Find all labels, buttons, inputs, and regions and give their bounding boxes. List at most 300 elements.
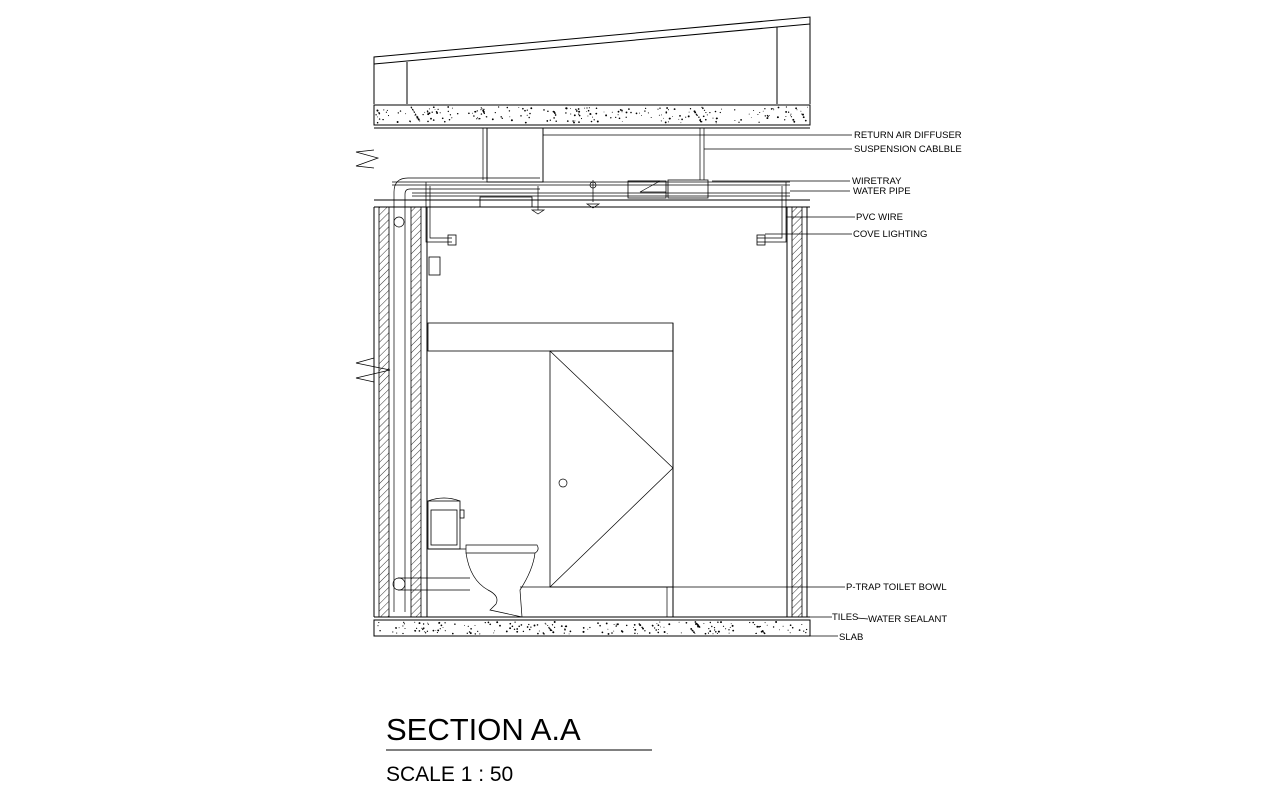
concrete-dot — [378, 622, 379, 623]
concrete-dot — [555, 114, 557, 116]
concrete-dot — [547, 625, 548, 626]
concrete-dot — [452, 633, 454, 635]
concrete-dot — [693, 631, 695, 633]
annotations — [832, 130, 962, 643]
concrete-dot — [661, 120, 662, 121]
concrete-dot — [527, 110, 528, 111]
concrete-dot — [481, 108, 482, 109]
concrete-dot — [468, 112, 470, 114]
concrete-dot — [792, 119, 794, 121]
concrete-dot — [444, 121, 446, 123]
concrete-dot — [769, 115, 770, 116]
concrete-dot — [534, 625, 536, 627]
concrete-dot — [648, 112, 649, 113]
concrete-dot — [784, 119, 785, 120]
concrete-dot — [667, 633, 668, 634]
concrete-dot — [527, 115, 528, 116]
concrete-dot — [659, 108, 660, 109]
concrete-dot — [619, 117, 621, 119]
concrete-dot — [400, 110, 401, 111]
concrete-dot — [564, 633, 565, 634]
concrete-dot — [413, 110, 414, 111]
concrete-dot — [575, 109, 576, 110]
concrete-dot — [752, 622, 754, 624]
concrete-dot — [690, 108, 691, 109]
concrete-dot — [679, 115, 681, 117]
concrete-dot — [805, 120, 807, 122]
concrete-dot — [555, 121, 556, 122]
ceiling-void — [374, 128, 810, 182]
concrete-dot — [678, 119, 679, 120]
concrete-dot — [716, 117, 718, 119]
concrete-dot — [528, 624, 529, 625]
concrete-dot — [427, 631, 428, 632]
concrete-dot — [415, 115, 416, 116]
concrete-dot — [792, 627, 794, 629]
concrete-dot — [450, 114, 451, 115]
concrete-dot — [411, 108, 412, 109]
concrete-dot — [514, 621, 515, 622]
concrete-dot — [587, 116, 588, 117]
concrete-dot — [620, 109, 622, 111]
concrete-dot — [489, 623, 491, 625]
concrete-dot — [656, 623, 657, 624]
concrete-dot — [488, 622, 490, 624]
concrete-dot — [777, 116, 779, 118]
concrete-dot — [658, 624, 660, 626]
concrete-dot — [509, 110, 510, 111]
concrete-dot — [565, 107, 567, 109]
concrete-dot — [583, 631, 585, 633]
concrete-dot — [561, 625, 563, 627]
concrete-dot — [674, 108, 676, 110]
concrete-dot — [522, 108, 524, 110]
concrete-dot — [440, 112, 441, 113]
concrete-dot — [652, 625, 654, 627]
concrete-dot — [668, 623, 670, 625]
concrete-dot — [756, 626, 758, 628]
concrete-dot — [759, 112, 760, 113]
concrete-dot — [665, 112, 667, 114]
concrete-dot — [586, 107, 587, 108]
concrete-dot — [615, 625, 616, 626]
concrete-dot — [786, 106, 787, 107]
concrete-dot — [388, 115, 389, 116]
concrete-dot — [732, 630, 734, 632]
concrete-dot — [543, 109, 545, 111]
concrete-dot — [483, 109, 484, 110]
concrete-dot — [587, 629, 588, 630]
concrete-dot — [506, 630, 508, 632]
concrete-dot — [474, 111, 475, 112]
concrete-dot — [651, 117, 652, 118]
concrete-dot — [805, 632, 806, 633]
concrete-dot — [709, 112, 710, 113]
concrete-dot — [552, 631, 554, 633]
concrete-dot — [416, 114, 417, 115]
concrete-dot — [493, 632, 494, 633]
concrete-dot — [717, 633, 718, 634]
concrete-dot — [773, 626, 774, 627]
concrete-dot — [547, 111, 549, 113]
concrete-dot — [573, 122, 575, 124]
concrete-dot — [695, 621, 697, 623]
concrete-dot — [738, 122, 739, 123]
concrete-dot — [679, 622, 680, 623]
concrete-dot — [578, 121, 580, 123]
concrete-dot — [659, 622, 660, 623]
concrete-dot — [663, 118, 664, 119]
concrete-dot — [592, 117, 593, 118]
concrete-dot — [483, 111, 485, 113]
concrete-dot — [581, 118, 582, 119]
concrete-dot — [765, 115, 766, 116]
concrete-dot — [760, 626, 761, 627]
concrete-dot — [437, 632, 438, 633]
concrete-dot — [429, 108, 430, 109]
concrete-dot — [410, 121, 411, 122]
concrete-dot — [807, 107, 808, 108]
concrete-dot — [785, 111, 787, 113]
concrete-dot — [579, 115, 581, 117]
concrete-dot — [767, 625, 768, 626]
concrete-dot — [654, 627, 655, 628]
leader-lines — [543, 135, 868, 636]
concrete-dot — [661, 114, 662, 115]
concrete-dot — [495, 112, 496, 113]
concrete-dot — [633, 627, 634, 628]
concrete-dot — [595, 113, 597, 115]
concrete-dot — [669, 118, 671, 120]
concrete-dot — [454, 623, 456, 625]
concrete-dot — [767, 116, 768, 117]
concrete-dot — [734, 109, 735, 110]
toilet-bowl — [393, 498, 673, 617]
concrete-dot — [448, 111, 449, 112]
concrete-dot — [445, 630, 446, 631]
concrete-dot — [442, 117, 444, 119]
concrete-dot — [604, 112, 605, 113]
concrete-dot — [440, 628, 441, 629]
concrete-dot — [657, 109, 658, 110]
concrete-dot — [477, 631, 478, 632]
concrete-dot — [481, 107, 482, 108]
concrete-dot — [457, 113, 458, 114]
concrete-dot — [704, 110, 705, 111]
concrete-dot — [645, 108, 646, 109]
title-block — [386, 712, 652, 786]
concrete-dot — [766, 117, 768, 119]
concrete-dot — [757, 114, 758, 115]
concrete-dot — [732, 625, 734, 627]
concrete-dot — [416, 628, 417, 629]
concrete-dot — [608, 633, 610, 635]
concrete-dot — [622, 111, 623, 112]
concrete-dot — [639, 624, 641, 626]
concrete-dot — [642, 628, 644, 630]
concrete-dot — [423, 627, 425, 629]
concrete-dot — [509, 116, 510, 117]
concrete-dot — [794, 121, 795, 122]
concrete-dot — [802, 114, 804, 116]
concrete-dot — [708, 633, 709, 634]
concrete-dot — [578, 113, 579, 114]
concrete-dot — [712, 118, 713, 119]
concrete-dot — [467, 633, 468, 634]
concrete-dot — [375, 114, 376, 115]
concrete-dot — [681, 122, 682, 123]
concrete-dot — [688, 115, 690, 117]
concrete-dot — [419, 120, 420, 121]
concrete-dot — [626, 111, 628, 113]
concrete-dot — [443, 627, 444, 628]
concrete-dot — [666, 111, 667, 112]
concrete-dot — [602, 632, 604, 634]
concrete-dot — [433, 630, 435, 632]
concrete-dot — [550, 120, 551, 121]
concrete-dot — [690, 628, 692, 630]
concrete-dot — [723, 626, 724, 627]
toilet-partition — [428, 257, 673, 617]
concrete-dot — [518, 626, 520, 628]
concrete-dot — [492, 118, 494, 120]
concrete-dot — [386, 112, 387, 113]
concrete-dot — [523, 631, 524, 632]
concrete-dot — [472, 113, 473, 114]
concrete-dot — [803, 631, 804, 632]
concrete-dot — [610, 117, 611, 118]
concrete-dot — [791, 116, 792, 117]
concrete-dot — [479, 633, 480, 634]
concrete-dot — [753, 110, 754, 111]
concrete-dot — [428, 624, 429, 625]
concrete-dot — [715, 111, 717, 113]
concrete-dot — [530, 107, 532, 109]
concrete-dot — [545, 623, 546, 624]
concrete-dot — [622, 631, 624, 633]
concrete-dot — [537, 624, 539, 626]
concrete-dot — [564, 629, 566, 631]
concrete-dot — [729, 633, 730, 634]
concrete-dot — [634, 633, 635, 634]
concrete-dot — [666, 107, 668, 109]
roof — [374, 17, 810, 104]
concrete-dot — [694, 111, 696, 113]
concrete-dot — [392, 631, 393, 632]
concrete-dot — [714, 629, 715, 630]
concrete-dot — [476, 118, 477, 119]
concrete-dot — [494, 630, 495, 631]
concrete-dot — [728, 629, 729, 630]
concrete-dot — [520, 115, 521, 116]
concrete-dot — [734, 120, 735, 121]
concrete-dot — [799, 629, 801, 631]
concrete-dot — [761, 631, 763, 633]
concrete-dot — [498, 106, 499, 107]
concrete-dot — [790, 624, 792, 626]
concrete-dot — [606, 622, 608, 624]
concrete-dot — [549, 628, 550, 629]
concrete-dot — [758, 122, 759, 123]
concrete-dot — [574, 114, 576, 116]
concrete-dot — [665, 121, 667, 123]
concrete-dot — [379, 630, 380, 631]
concrete-dot — [790, 115, 791, 116]
top-slab — [374, 105, 810, 125]
concrete-dot — [479, 118, 481, 120]
concrete-dot — [397, 121, 399, 123]
concrete-dot — [477, 117, 478, 118]
concrete-dot — [441, 625, 443, 627]
concrete-dot — [478, 118, 479, 119]
concrete-dot — [644, 110, 645, 111]
concrete-dot — [715, 121, 716, 122]
concrete-dot — [754, 624, 755, 625]
concrete-dot — [583, 627, 585, 629]
concrete-dot — [616, 624, 617, 625]
concrete-dot — [414, 622, 415, 623]
concrete-dot — [705, 119, 707, 121]
concrete-dot — [567, 120, 569, 122]
concrete-dot — [749, 622, 750, 623]
concrete-dot — [617, 623, 619, 625]
concrete-dot — [403, 622, 404, 623]
concrete-dot — [658, 629, 659, 630]
concrete-dot — [485, 622, 486, 623]
concrete-dot — [612, 112, 613, 113]
concrete-dot — [779, 629, 780, 630]
concrete-dot — [639, 113, 640, 114]
concrete-dot — [404, 628, 405, 629]
concrete-dot — [590, 113, 591, 114]
concrete-dot — [527, 626, 529, 628]
concrete-dot — [694, 633, 695, 634]
concrete-dot — [630, 112, 632, 114]
concrete-dot — [708, 628, 709, 629]
concrete-dot — [500, 116, 501, 117]
label-slab: SLAB — [839, 632, 864, 643]
label-suspension-cable: SUSPENSION CABLBLE — [854, 144, 962, 155]
concrete-dot — [424, 112, 425, 113]
concrete-dot — [700, 121, 702, 123]
label-wiretray: WIRETRAY — [852, 176, 902, 187]
concrete-dot — [419, 630, 421, 632]
concrete-dot — [499, 625, 501, 627]
concrete-dot — [686, 622, 688, 624]
concrete-dot — [425, 632, 426, 633]
concrete-dot — [605, 114, 607, 116]
concrete-dot — [437, 629, 439, 631]
concrete-dot — [594, 119, 595, 120]
concrete-dot — [521, 624, 523, 626]
concrete-dot — [692, 630, 694, 632]
concrete-dot — [626, 625, 628, 627]
concrete-dot — [537, 633, 539, 635]
concrete-dot — [613, 631, 614, 632]
concrete-dot — [398, 112, 399, 113]
concrete-dot — [423, 623, 424, 624]
concrete-dot — [416, 116, 418, 118]
concrete-dot — [715, 631, 717, 633]
concrete-dot — [565, 112, 566, 113]
concrete-dot — [672, 116, 673, 117]
concrete-dot — [767, 115, 768, 116]
concrete-dot — [404, 623, 405, 624]
concrete-dot — [438, 109, 439, 110]
ceiling — [374, 180, 810, 245]
concrete-dot — [589, 627, 590, 628]
concrete-dot — [703, 115, 705, 117]
concrete-dot — [399, 627, 400, 628]
concrete-dot — [418, 119, 420, 121]
label-pvc-wire: PVC WIRE — [856, 212, 903, 223]
concrete-dot — [711, 626, 712, 627]
concrete-dot — [649, 632, 651, 634]
concrete-dot — [664, 627, 665, 628]
concrete-dot — [664, 631, 666, 633]
concrete-dot — [586, 111, 587, 112]
concrete-dot — [790, 632, 791, 633]
concrete-dot — [718, 631, 720, 633]
label-tiles: TILES — [832, 612, 859, 623]
concrete-dot — [778, 107, 780, 109]
label-return-air-diffuser: RETURN AIR DIFFUSER — [854, 130, 962, 141]
concrete-dot — [429, 112, 431, 114]
concrete-dot — [473, 115, 475, 117]
concrete-dot — [417, 118, 418, 119]
concrete-dot — [509, 623, 511, 625]
concrete-dot — [435, 109, 436, 110]
concrete-dot — [435, 630, 436, 631]
concrete-dot — [419, 622, 421, 624]
concrete-dot — [749, 114, 750, 115]
concrete-dot — [705, 112, 706, 113]
concrete-dot — [414, 112, 415, 113]
concrete-dot — [614, 624, 615, 625]
concrete-dot — [765, 622, 766, 623]
concrete-dot — [636, 113, 638, 115]
concrete-dot — [383, 109, 384, 110]
concrete-dot — [755, 633, 756, 634]
concrete-dot — [705, 633, 707, 635]
concrete-dot — [764, 108, 765, 109]
label-water-sealant: WATER SEALANT — [868, 614, 948, 625]
concrete-dot — [717, 622, 718, 623]
concrete-dot — [387, 110, 388, 111]
concrete-dot — [618, 111, 620, 113]
concrete-dot — [396, 633, 397, 634]
concrete-dot — [449, 119, 450, 120]
concrete-dot — [574, 120, 575, 121]
concrete-dot — [525, 122, 527, 124]
concrete-dot — [644, 630, 645, 631]
concrete-dot — [518, 107, 519, 108]
concrete-dot — [405, 113, 406, 114]
concrete-dot — [427, 121, 429, 123]
concrete-dot — [788, 112, 789, 113]
concrete-dot — [422, 114, 423, 115]
concrete-dot — [597, 121, 599, 123]
concrete-dot — [720, 112, 721, 113]
concrete-dot — [377, 116, 378, 117]
concrete-dot — [713, 633, 714, 634]
concrete-dot — [402, 633, 403, 634]
concrete-dot — [703, 623, 704, 624]
right-wall — [787, 207, 807, 617]
concrete-dot — [730, 627, 731, 628]
concrete-dot — [775, 621, 777, 623]
concrete-dot — [714, 627, 715, 628]
